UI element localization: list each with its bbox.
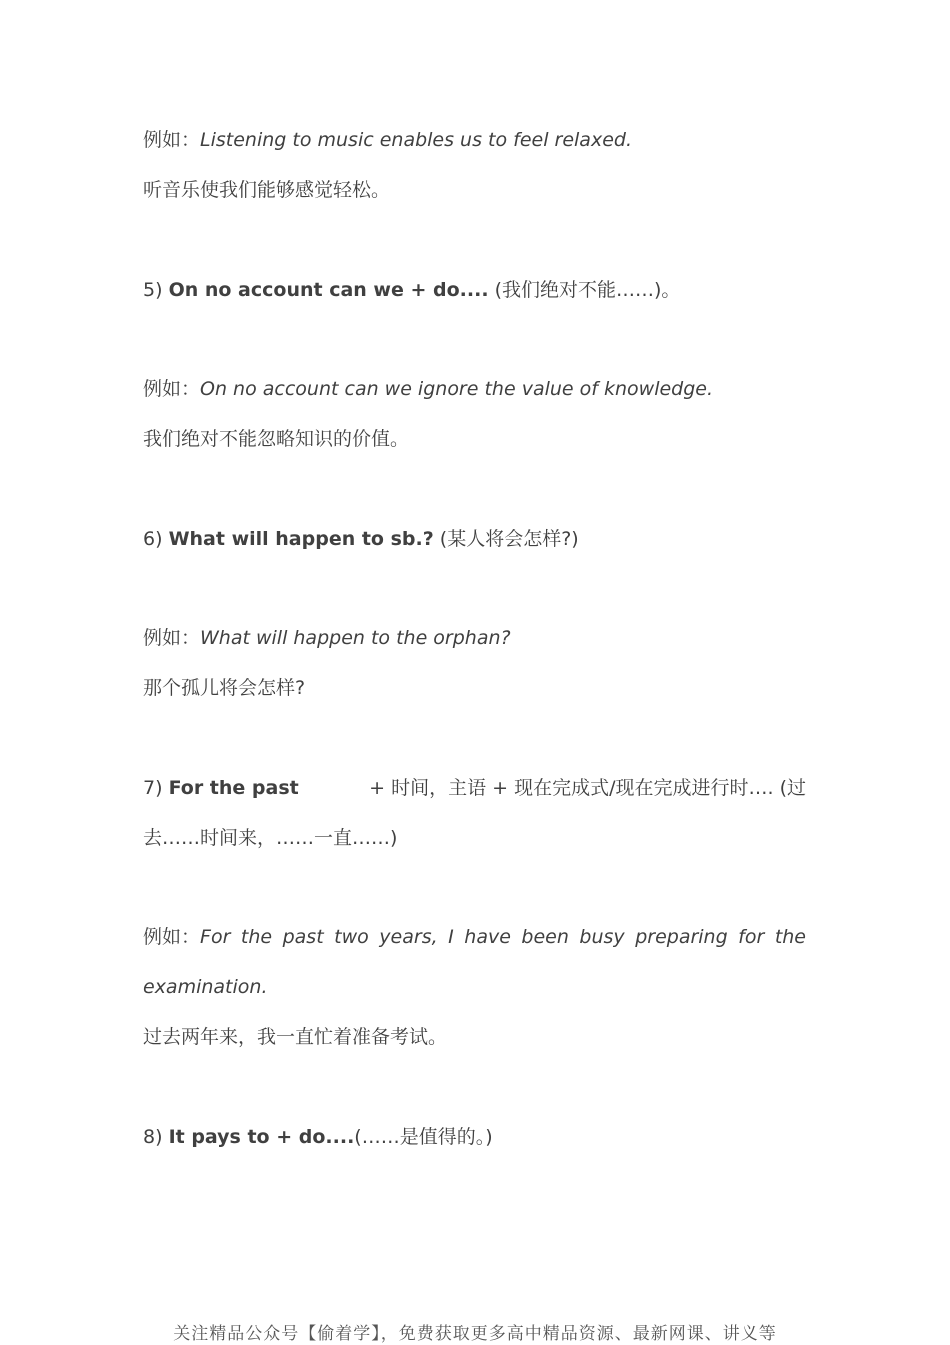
heading-8 (143, 1125, 493, 1149)
footer-promo-text: 关注精品公众号【偷着学】，免费获取更多高中精品资源、最新网课、讲义等 (173, 1324, 777, 1344)
example-label: 例如： (143, 378, 201, 400)
example-line-7-part-2: examination. (143, 976, 268, 998)
example-label: 例如： (143, 129, 201, 151)
heading-meaning: (某人将会怎样?) (439, 528, 579, 550)
example-sentence: Listening to music enables us to feel relaxed. (200, 129, 632, 151)
example-label: 例如： (143, 926, 201, 948)
translation-line-6: 那个孤儿将会怎样? (143, 677, 306, 699)
translation-line-7: 过去两年来，我一直忙着准备考试。 (143, 1026, 448, 1048)
example-line-4 (143, 128, 632, 152)
heading-number: 6) (143, 528, 163, 550)
translation-line-4: 听音乐使我们能够感觉轻松。 (143, 179, 391, 201)
heading-phrase: It pays to + do.... (168, 1126, 355, 1148)
heading-number: 7) (143, 777, 163, 799)
heading-number: 8) (143, 1126, 163, 1148)
heading-5 (143, 278, 680, 302)
example-sentence-part-1: For the past two years, I have been busy preparing for the (200, 926, 806, 948)
example-sentence: On no account can we ignore the value of knowledge. (200, 378, 714, 400)
heading-rest-line-1: + 时间，主语 + 现在完成式/现在完成进行时…. (过 (369, 777, 806, 799)
heading-phrase: For the past (168, 777, 299, 799)
example-line-5 (143, 377, 713, 401)
example-line-6 (143, 626, 511, 650)
example-label: 例如： (143, 627, 201, 649)
heading-6 (143, 527, 579, 551)
example-line-7-part-1 (143, 925, 806, 949)
translation-line-5: 我们绝对不能忽略知识的价值。 (143, 428, 410, 450)
heading-meaning: (我们绝对不能……)。 (494, 279, 681, 301)
heading-7-line-2: 去……时间来，……一直……) (143, 827, 398, 849)
heading-phrase: What will happen to sb.? (168, 528, 434, 550)
heading-number-and-phrase (143, 776, 299, 800)
example-sentence: What will happen to the orphan? (200, 627, 511, 649)
heading-7-line-1 (143, 776, 806, 800)
heading-meaning: (……是值得的。) (354, 1126, 493, 1148)
heading-phrase: On no account can we + do.... (168, 279, 489, 301)
heading-number: 5) (143, 279, 163, 301)
